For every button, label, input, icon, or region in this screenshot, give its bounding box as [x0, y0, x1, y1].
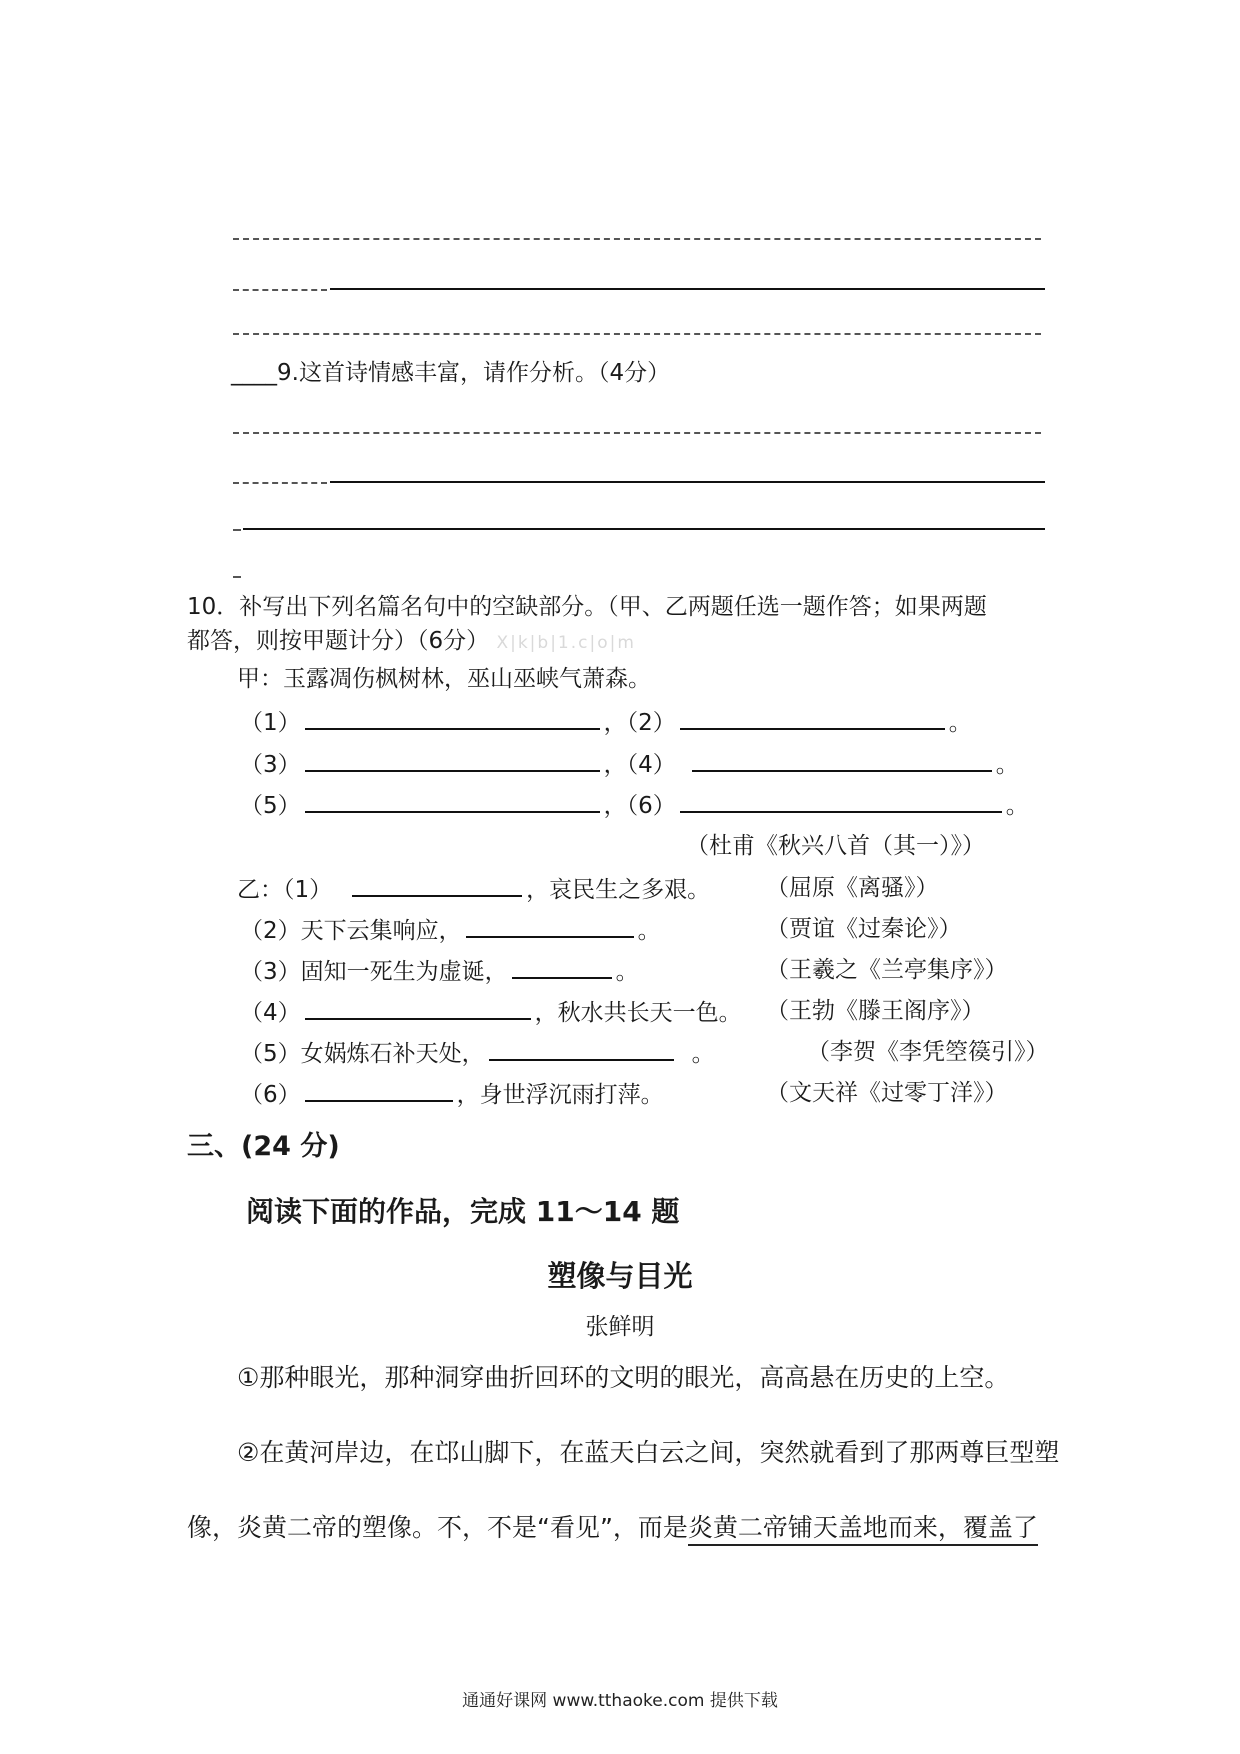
paragraph-2-plain: 像，炎黄二帝的塑像。不，不是“看见”，而是: [187, 1513, 688, 1542]
jia-label-3: （3）: [240, 752, 301, 778]
answer-line-dashed-short[interactable]: [233, 482, 327, 484]
jia-label-5: （5）: [240, 793, 301, 819]
yi-after-6: ，身世浮沉雨打萍。: [456, 1082, 664, 1108]
jia-source: （杜甫《秋兴八首（其一）》）: [686, 833, 985, 859]
q10-intro-line2: [187, 626, 636, 658]
answer-line-dashed[interactable]: [233, 333, 1041, 335]
jia-comma-3: ，: [603, 793, 627, 819]
article-title: 塑像与目光: [547, 1259, 693, 1293]
article-author: 张鲜明: [585, 1314, 655, 1340]
section3-heading: 三、(24 分): [187, 1131, 340, 1162]
yi-after-3: 。: [615, 959, 639, 985]
jia-label-1: （1）: [240, 710, 301, 736]
yi-row-6: [240, 1078, 664, 1110]
watermark-text: X|k|b|1.c|o|m: [496, 633, 636, 653]
yi-lead: 乙：: [237, 877, 283, 903]
q9-text: 9.这首诗情感丰富，请作分析。（4分）: [277, 360, 671, 386]
yi-blank-3[interactable]: [512, 955, 612, 979]
yi-source-1: （屈原《离骚》）: [766, 875, 939, 901]
paragraph-2-line1: ②在黄河岸边，在邙山脚下，在蓝天白云之间，突然就看到了那两尊巨型塑: [237, 1438, 1060, 1467]
yi-row-2: [240, 914, 661, 946]
jia-blank-5[interactable]: [305, 789, 600, 813]
paragraph-1: ①那种眼光，那种洞穿曲折回环的文明的眼光，高高悬在历史的上空。: [237, 1363, 1010, 1392]
jia-row-1: [240, 706, 972, 738]
yi-row-3: [240, 955, 639, 987]
yi-after-5: 。: [691, 1041, 715, 1067]
yi-after-1: ，哀民生之多艰。: [526, 877, 711, 903]
yi-blank-4[interactable]: [305, 996, 531, 1020]
jia-comma-2: ，: [603, 752, 627, 778]
yi-before-2: 天下云集响应，: [300, 918, 462, 944]
yi-row-1: [237, 873, 710, 905]
jia-label-4: （4）: [626, 752, 676, 778]
jia-label-6: （6）: [626, 793, 676, 819]
yi-row-4: [240, 996, 742, 1028]
yi-row-5: [240, 1037, 715, 1069]
answer-line-solid[interactable]: [330, 481, 1045, 483]
jia-blank-3[interactable]: [305, 748, 600, 772]
q9-blank-prefix[interactable]: ____: [231, 360, 277, 386]
jia-period-3: 。: [1005, 793, 1029, 819]
q10-jia-lead: 甲：玉露凋伤枫树林，巫山巫峡气萧森。: [237, 666, 651, 692]
answer-line-solid[interactable]: [243, 528, 1045, 530]
section3-instruction: 阅读下面的作品，完成 11～14 题: [246, 1195, 680, 1228]
yi-label-3: （3）: [240, 959, 301, 985]
yi-before-5: 女娲炼石补天处，: [300, 1041, 485, 1067]
yi-source-2: （贾谊《过秦论》）: [766, 916, 962, 942]
jia-period-1: 。: [948, 710, 972, 736]
jia-blank-4[interactable]: [692, 748, 992, 772]
yi-label-6: （6）: [240, 1082, 301, 1108]
yi-source-6: （文天祥《过零丁洋》）: [766, 1080, 1008, 1106]
q10-intro-text: 都答，则按甲题计分）（6分）: [187, 628, 490, 654]
yi-label-1: （1）: [283, 877, 333, 903]
jia-blank-2[interactable]: [680, 706, 945, 730]
jia-row-3: [240, 789, 1029, 821]
q10-intro-line1: 10．补写出下列名篇名句中的空缺部分。（甲、乙两题任选一题作答；如果两题: [187, 594, 987, 620]
yi-blank-1[interactable]: [352, 873, 522, 897]
yi-source-3: （王羲之《兰亭集序》）: [766, 957, 1008, 983]
answer-line-dashed-tick[interactable]: [233, 529, 241, 531]
answer-line-dashed-short[interactable]: [233, 289, 327, 291]
answer-line-dashed-tick[interactable]: [233, 576, 241, 578]
footer-credit: 通通好课网 www.tthaoke.com 提供下载: [462, 1691, 778, 1711]
yi-label-4: （4）: [240, 1000, 301, 1026]
jia-blank-1[interactable]: [305, 706, 600, 730]
paragraph-2-line2: [187, 1508, 1038, 1544]
yi-blank-6[interactable]: [305, 1078, 453, 1102]
answer-line-solid[interactable]: [330, 288, 1045, 290]
yi-label-2: （2）: [240, 918, 301, 944]
yi-after-4: ，秋水共长天一色。: [534, 1000, 742, 1026]
yi-source-4: （王勃《滕王阁序》）: [766, 998, 985, 1024]
yi-blank-2[interactable]: [466, 914, 634, 938]
answer-line-dashed[interactable]: [233, 432, 1041, 434]
yi-source-5: （李贺《李凭箜篌引》）: [807, 1039, 1049, 1065]
jia-label-2: （2）: [626, 710, 676, 736]
question-9: [231, 358, 670, 388]
jia-row-2: [240, 748, 1019, 780]
jia-blank-6[interactable]: [680, 789, 1002, 813]
paragraph-2-underlined: 炎黄二帝铺天盖地而来，覆盖了: [688, 1513, 1038, 1546]
jia-comma-1: ，: [603, 710, 627, 736]
yi-after-2: 。: [637, 918, 661, 944]
yi-blank-5[interactable]: [489, 1037, 674, 1061]
yi-before-3: 固知一死生为虚诞，: [300, 959, 508, 985]
jia-period-2: 。: [995, 752, 1019, 778]
yi-label-5: （5）: [240, 1041, 301, 1067]
answer-line-dashed[interactable]: [233, 238, 1041, 240]
